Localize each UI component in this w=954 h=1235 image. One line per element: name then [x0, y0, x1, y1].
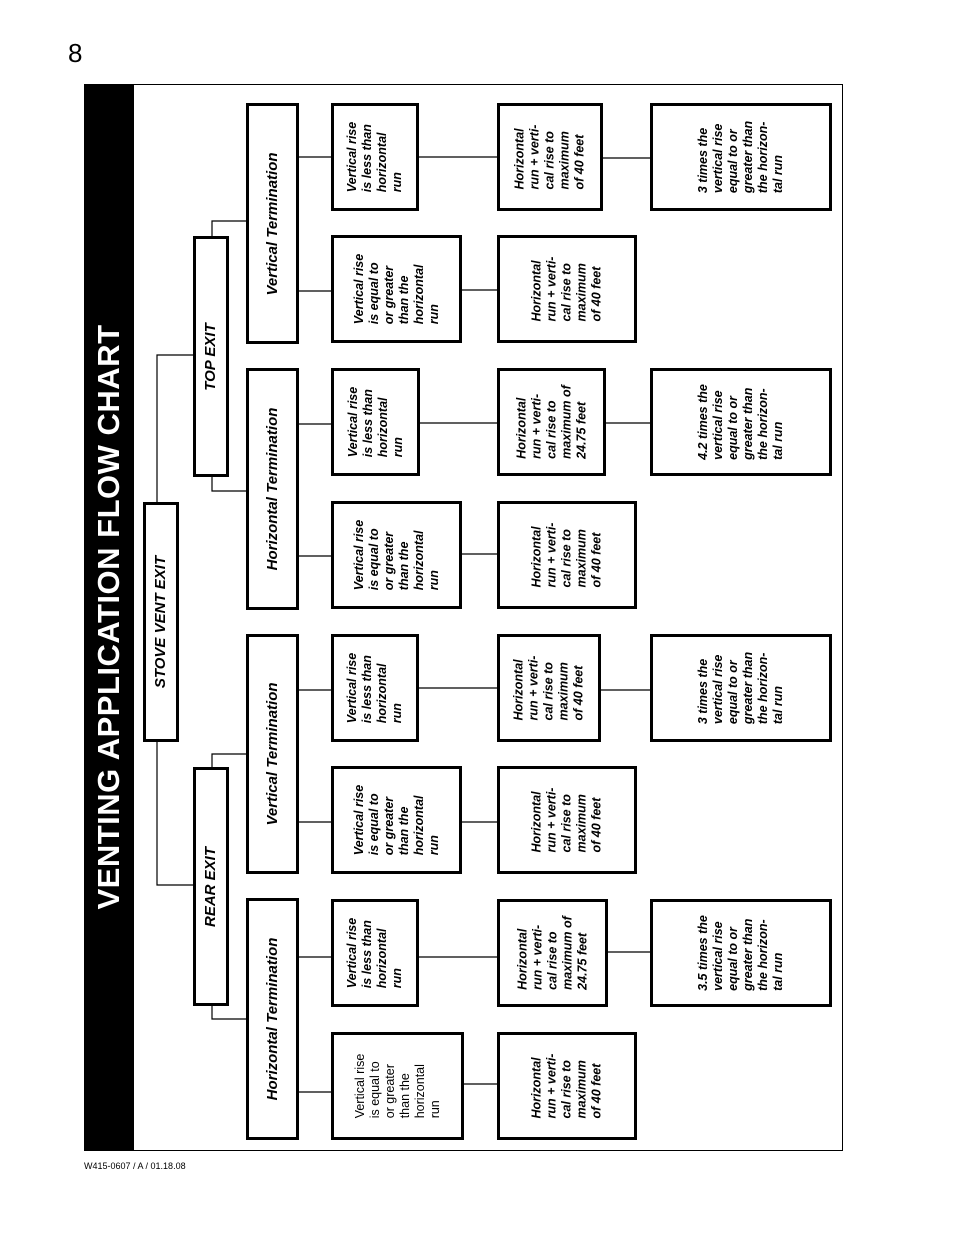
- line-stove-to-rear: [157, 741, 193, 885]
- stove-vent-exit-box: [143, 502, 179, 742]
- page-number: 8: [68, 38, 83, 68]
- line-stove-to-top: [157, 355, 193, 502]
- rh-less-ratio-text: 3.5 times the vertical rise equal to or greater than the horizon- tal run: [696, 915, 785, 991]
- tv-less-box: [331, 103, 419, 211]
- tv-less-max-text: Horizontal run + verti- cal rise to maximum of 40 feet: [512, 124, 587, 190]
- tv-less-ratio-box: [650, 103, 832, 211]
- rh-equal-text: Vertical rise is equal to or greater than the horizontal run: [352, 1053, 442, 1119]
- rh-equal-box: [331, 1032, 464, 1140]
- tv-less-text: Vertical rise is less than horizontal run: [345, 121, 404, 193]
- rear-vertical-termination-box: [246, 634, 299, 874]
- rh-equal-max-box: [497, 1032, 637, 1140]
- stove-vent-exit-label: STOVE VENT EXIT: [152, 555, 169, 689]
- th-less-max-box: [497, 368, 606, 476]
- rv-less-ratio-text: 3 times the vertical rise equal to or greater than the horizon- tal run: [696, 651, 785, 725]
- rv-equal-box: [331, 766, 462, 874]
- rv-less-box: [331, 634, 419, 742]
- th-less-text: Vertical rise is less than horizontal run: [345, 386, 405, 458]
- rh-less-max-text: Horizontal run + verti- cal rise to maximum of 24.75 feet: [515, 916, 589, 990]
- line-rear-to-horizontal: [212, 1005, 246, 1019]
- tv-equal-max-text: Horizontal run + verti- cal rise to maximum of 40 feet: [529, 256, 604, 322]
- th-less-box: [331, 368, 420, 476]
- th-equal-max-box: [497, 501, 637, 609]
- top-vertical-termination-box: [246, 103, 299, 344]
- tv-equal-max-box: [497, 235, 637, 343]
- rv-less-ratio-box: [650, 634, 832, 742]
- th-less-ratio-text: 4.2 times the vertical rise equal to or greater than the horizon- tal run: [696, 384, 785, 460]
- rv-equal-text: Vertical rise is equal to or greater than the horizontal run: [351, 784, 441, 856]
- th-less-max-text: Horizontal run + verti- cal rise to maximum of 24.75 feet: [514, 385, 588, 459]
- tv-less-max-box: [497, 103, 603, 211]
- top-vertical-termination-label: Vertical Termination: [263, 151, 281, 296]
- rv-less-max-box: [497, 634, 601, 742]
- rh-less-max-box: [497, 899, 608, 1007]
- rear-exit-box: [193, 767, 229, 1006]
- tv-equal-text: Vertical rise is equal to or greater than the horizontal run: [351, 253, 441, 325]
- rear-exit-label: REAR EXIT: [202, 846, 219, 927]
- tv-equal-box: [331, 235, 462, 343]
- th-equal-box: [331, 501, 462, 609]
- line-top-to-vertical: [212, 221, 246, 236]
- line-rear-to-vertical: [212, 754, 246, 767]
- rh-equal-max-text: Horizontal run + verti- cal rise to maximum of 40 feet: [529, 1053, 604, 1119]
- rear-vertical-termination-label: Vertical Termination: [263, 682, 281, 826]
- chart-title: VENTING APPLICATION FLOW CHART: [91, 324, 126, 910]
- rv-equal-max-box: [497, 766, 637, 874]
- top-horizontal-termination-box: [246, 368, 299, 610]
- tv-less-ratio-text: 3 times the vertical rise equal to or greater than the horizon- tal run: [696, 120, 785, 194]
- rv-less-text: Vertical rise is less than horizontal run: [345, 652, 404, 724]
- top-exit-box: [193, 236, 229, 477]
- line-top-to-horizontal: [212, 476, 246, 491]
- rh-less-box: [331, 899, 419, 1007]
- th-equal-text: Vertical rise is equal to or greater than the horizontal run: [351, 519, 441, 591]
- rv-less-max-text: Horizontal run + verti- cal rise to maximum of 40 feet: [511, 655, 586, 721]
- top-horizontal-termination-label: Horizontal Termination: [263, 407, 281, 571]
- rv-equal-max-text: Horizontal run + verti- cal rise to maximum of 40 feet: [529, 787, 604, 853]
- rh-less-text: Vertical rise is less than horizontal run: [345, 917, 404, 989]
- footer-code: W415-0607 / A / 01.18.08: [84, 1161, 186, 1171]
- rear-horizontal-termination-box: [246, 898, 299, 1140]
- top-exit-label: TOP EXIT: [202, 322, 219, 391]
- th-equal-max-text: Horizontal run + verti- cal rise to maximum of 40 feet: [529, 522, 604, 588]
- rh-less-ratio-box: [650, 899, 832, 1007]
- th-less-ratio-box: [650, 368, 832, 476]
- rear-horizontal-termination-label: Horizontal Termination: [263, 937, 281, 1101]
